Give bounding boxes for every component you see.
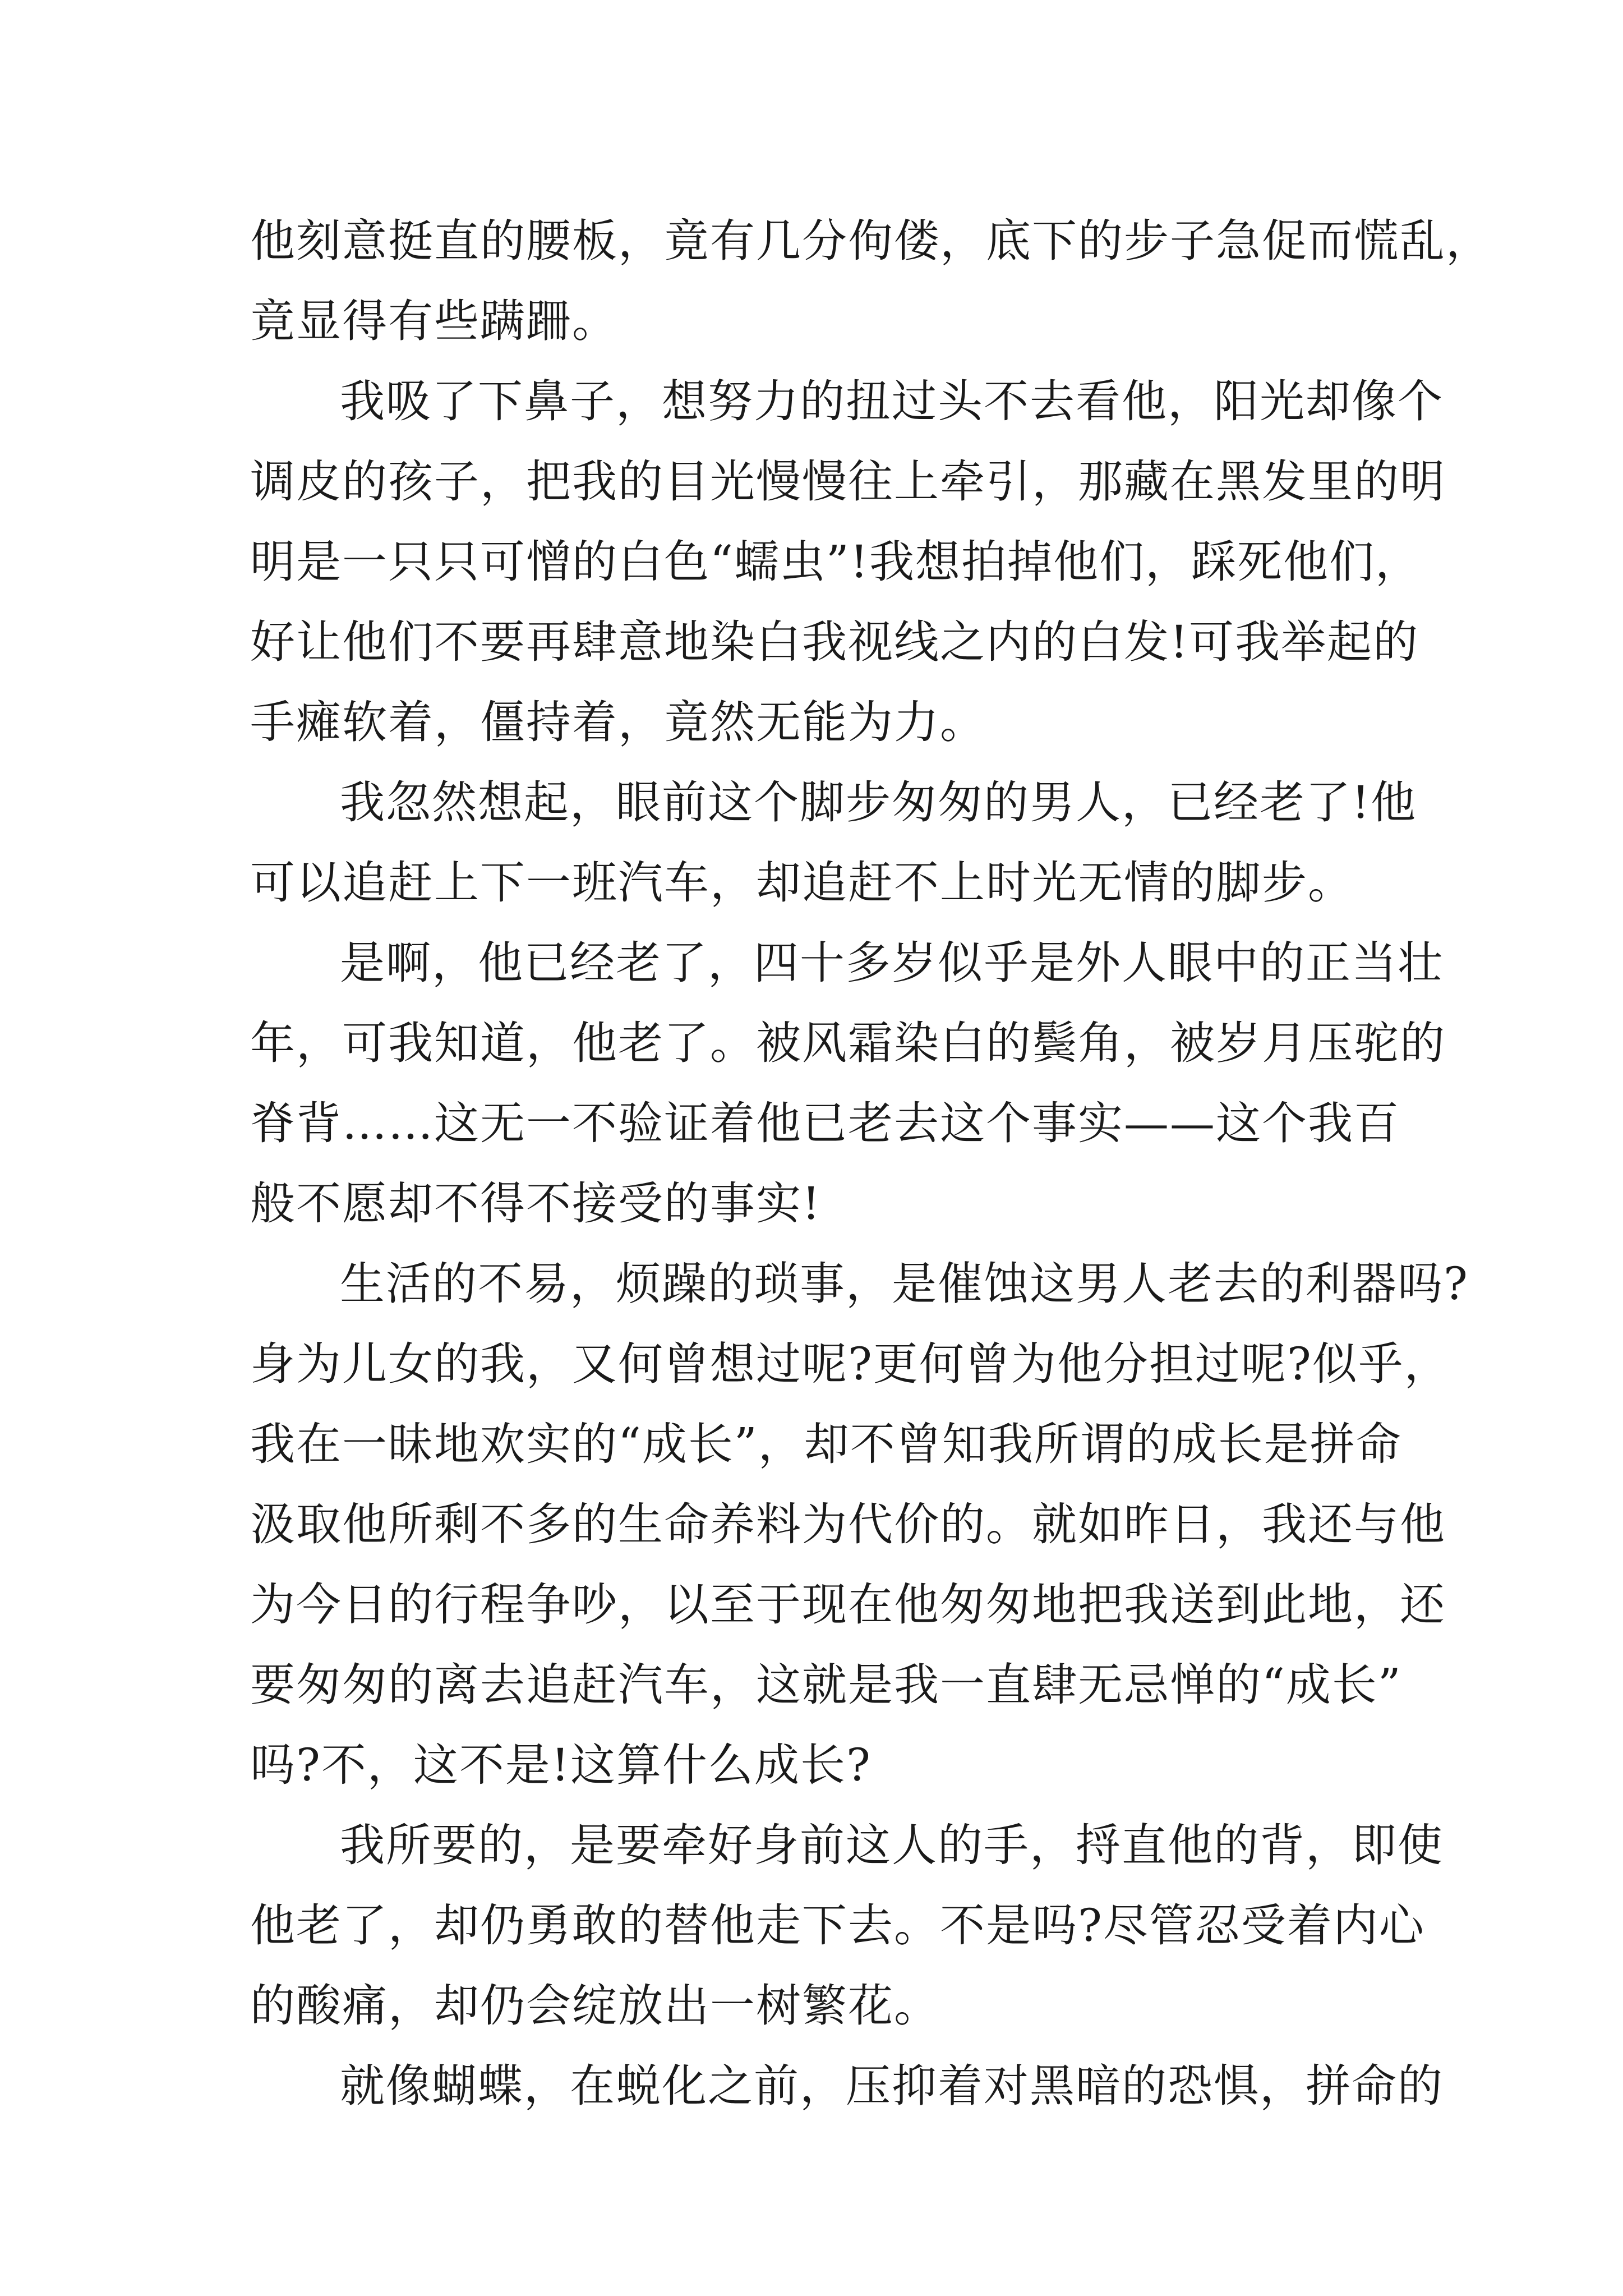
essay-body — [250, 201, 1492, 2126]
text-line: 可以追赶上下一班汽车，却追赶不上时光无情的脚步。 — [250, 857, 1354, 909]
text-line: 就像蝴蝶，在蜕化之前，压抑着对黑暗的恐惧，拼命的 — [340, 2060, 1444, 2112]
text-line: 年，可我知道，他老了。被风霜染白的鬓角，被岁月压驼的 — [250, 1017, 1446, 1069]
text-line: 的酸痛，却仍会绽放出一树繁花。 — [250, 1980, 940, 2032]
text-line: 为今日的行程争吵，以至于现在他匆匆地把我送到此地，还 — [250, 1579, 1446, 1631]
text-line: 是啊，他已经老了，四十多岁似乎是外人眼中的正当壮 — [340, 937, 1444, 989]
text-line: 脊背……这无一不验证着他已老去这个事实——这个我百 — [250, 1097, 1400, 1149]
text-line: 我吸了下鼻子，想努力的扭过头不去看他，阳光却像个 — [340, 375, 1444, 427]
text-line: 他刻意挺直的腰板，竟有几分佝偻，底下的步子急促而慌乱， — [250, 215, 1492, 267]
text-line: 我在一昧地欢实的“成长”，却不曾知我所谓的成长是拼命 — [250, 1418, 1402, 1470]
text-line: 生活的不易，烦躁的琐事，是催蚀这男人老去的利器吗? — [340, 1258, 1469, 1310]
text-line: 吗?不，这不是!这算什么成长? — [250, 1739, 872, 1791]
text-line: 明是一只只可憎的白色“蠕虫”!我想拍掉他们，踩死他们， — [250, 536, 1421, 588]
text-line: 要匆匆的离去追赶汽车，这就是我一直肆无忌惮的“成长” — [250, 1659, 1402, 1711]
text-line: 他老了，却仍勇敢的替他走下去。不是吗?尽管忍受着内心 — [250, 1899, 1425, 1952]
text-line: 好让他们不要再肆意地染白我视线之内的白发!可我举起的 — [250, 616, 1419, 668]
text-line: 手瘫软着，僵持着，竟然无能为力。 — [250, 696, 986, 748]
text-line: 我所要的，是要牵好身前这人的手，捋直他的背，即使 — [340, 1819, 1444, 1871]
text-line: 般不愿却不得不接受的事实! — [250, 1177, 822, 1230]
text-line: 我忽然想起，眼前这个脚步匆匆的男人，已经老了!他 — [340, 776, 1417, 829]
text-line: 汲取他所剩不多的生命养料为代价的。就如昨日，我还与他 — [250, 1498, 1446, 1550]
text-line: 竟显得有些蹒跚。 — [250, 295, 618, 347]
text-line: 调皮的孩子，把我的目光慢慢往上牵引，那藏在黑发里的明 — [250, 455, 1446, 508]
text-line: 身为儿女的我，又何曾想过呢?更何曾为他分担过呢?似乎， — [250, 1338, 1450, 1390]
